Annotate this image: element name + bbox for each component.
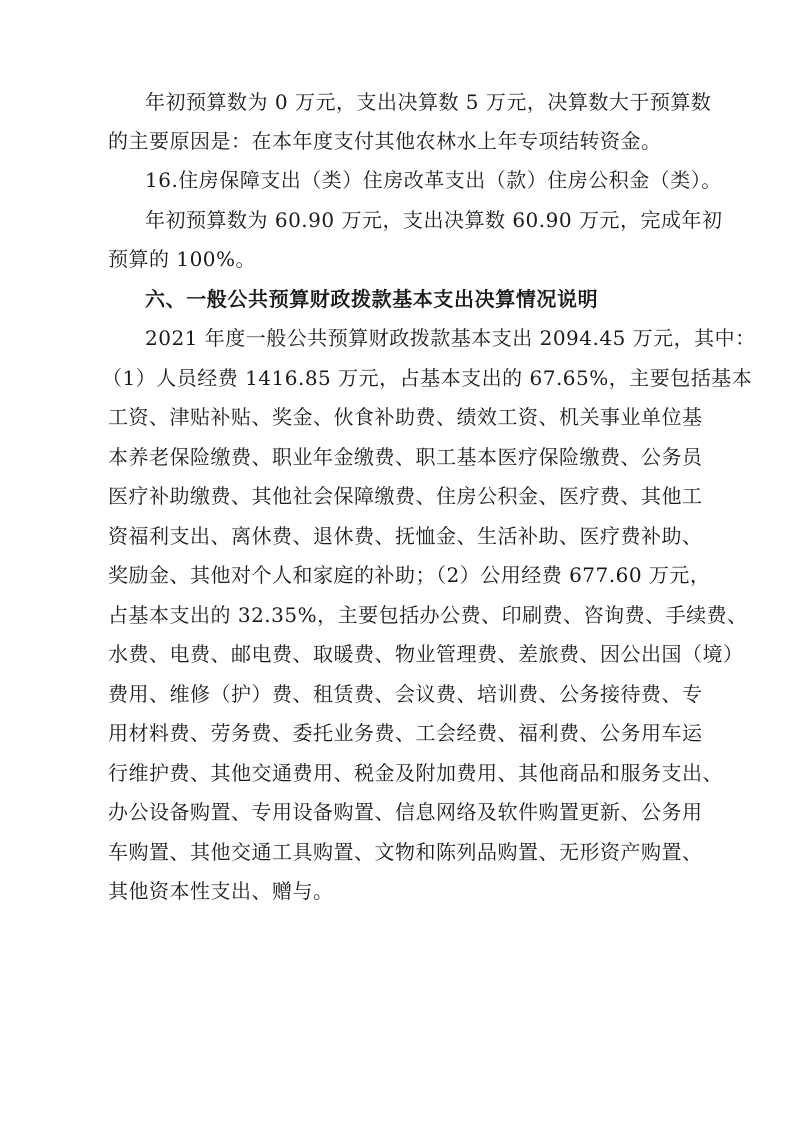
paragraph-line: 占基本支出的 32.35%，主要包括办公费、印刷费、咨询费、手续费、 (108, 603, 748, 627)
paragraph-line: 费用、维修（护）费、租赁费、会议费、培训费、公务接待费、专 (108, 682, 703, 706)
paragraph-line: 医疗补助缴费、其他社会保障缴费、住房公积金、医疗费、其他工 (108, 484, 703, 508)
paragraph-line: 年初预算数为 0 万元，支出决算数 5 万元，决算数大于预算数 (145, 90, 712, 114)
paragraph-line: 车购置、其他交通工具购置、文物和陈列品购置、无形资产购置、 (108, 840, 703, 864)
paragraph-line: 本养老保险缴费、职业年金缴费、职工基本医疗保险缴费、公务员 (108, 445, 703, 469)
paragraph-line: （1）人员经费 1416.85 万元，占基本支出的 67.65%，主要包括基本 (102, 366, 753, 390)
paragraph-line: 行维护费、其他交通费用、税金及附加费用、其他商品和服务支出、 (108, 761, 723, 785)
paragraph-line: 奖励金、其他对个人和家庭的补助；（2）公用经费 677.60 万元， (108, 563, 711, 587)
section-heading: 六、一般公共预算财政拨款基本支出决算情况说明 (145, 287, 599, 311)
paragraph-line: 办公设备购置、专用设备购置、信息网络及软件购置更新、公务用 (108, 800, 703, 824)
paragraph-line: 2021 年度一般公共预算财政拨款基本支出 2094.45 万元，其中： (145, 326, 756, 350)
paragraph-line: 年初预算数为 60.90 万元，支出决算数 60.90 万元，完成年初 (145, 208, 723, 232)
paragraph-line: 16.住房保障支出（类）住房改革支出（款）住房公积金（类）。 (145, 168, 722, 192)
paragraph-line: 工资、津贴补贴、奖金、伙食补助费、绩效工资、机关事业单位基 (108, 405, 703, 429)
paragraph-line: 资福利支出、离休费、退休费、抚恤金、生活补助、医疗费补助、 (108, 524, 703, 548)
paragraph-line: 用材料费、劳务费、委托业务费、工会经费、福利费、公务用车运 (108, 721, 703, 745)
paragraph-line: 水费、电费、邮电费、取暖费、物业管理费、差旅费、因公出国（境） (108, 642, 744, 666)
paragraph-line: 的主要原因是：在本年度支付其他农林水上年专项结转资金。 (108, 129, 662, 153)
paragraph-line: 预算的 100%。 (108, 247, 257, 271)
paragraph-line: 其他资本性支出、赠与。 (108, 879, 334, 903)
